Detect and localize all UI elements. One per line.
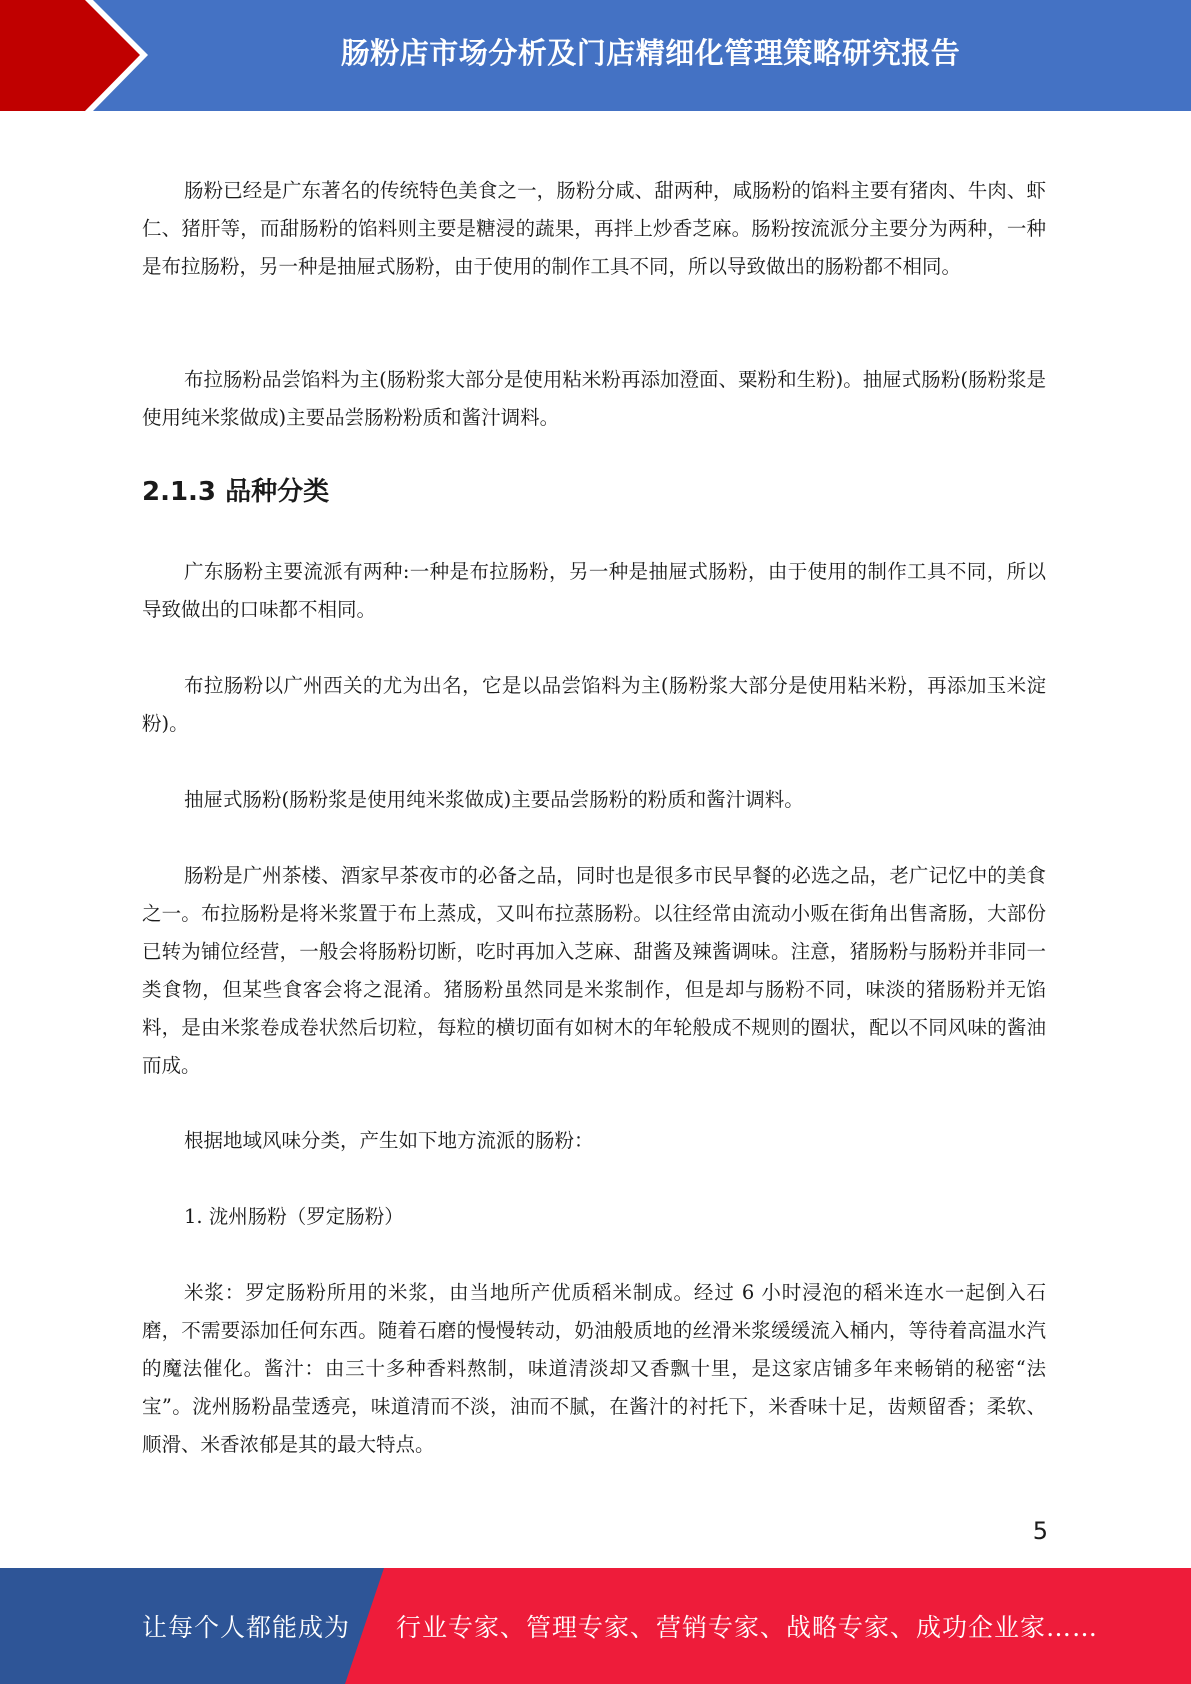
paragraph: 米浆：罗定肠粉所用的米浆，由当地所产优质稻米制成。经过 6 小时浸泡的稻米连水一起倒入石磨，不需要添加任何东西。随着石磨的慢慢转动，奶油般质地的丝滑米浆缓缓流入桶内，等待着高温水汽的魔法催化。酱汁：由三十多种香料熬制，味道清淡却又香飘十里，是这家店铺多年来畅销的秘密“法宝”。泷州肠粉晶莹透亮，味道清而不淡，油而不腻，在酱汁的衬托下，米香味十足，齿颊留香；柔软、顺滑、米香浓郁是其的最大特点。 bbox=[142, 1281, 1046, 1456]
paragraph: 肠粉已经是广东著名的传统特色美食之一，肠粉分咸、甜两种，咸肠粉的馅料主要有猪肉、牛肉、虾仁、猪肝等，而甜肠粉的馅料则主要是糖浸的蔬果，再拌上炒香芝麻。肠粉按流派分主要分为两种，一种是布拉肠粉，另一种是抽屉式肠粉，由于使用的制作工具不同，所以导致做出的肠粉都不相同。 bbox=[142, 179, 1046, 278]
page-number: 5 bbox=[1032, 1517, 1048, 1545]
header-arrow-decoration bbox=[0, 0, 150, 111]
paragraph: 布拉肠粉品尝馅料为主(肠粉浆大部分是使用粘米粉再添加澄面、粟粉和生粉)。抽屉式肠粉(肠粉浆是使用纯米浆做成)主要品尝肠粉粉质和酱汁调料。 bbox=[142, 368, 1046, 429]
paragraph: 广东肠粉主要流派有两种:一种是布拉肠粉，另一种是抽屉式肠粉，由于使用的制作工具不同，所以导致做出的口味都不相同。 bbox=[142, 560, 1046, 621]
list-item: 1. 泷州肠粉（罗定肠粉） bbox=[184, 1205, 404, 1228]
header-banner bbox=[0, 0, 1191, 111]
footer-slogan-left: 让每个人都能成为 bbox=[142, 1613, 351, 1642]
paragraph: 抽屉式肠粉(肠粉浆是使用纯米浆做成)主要品尝肠粉的粉质和酱汁调料。 bbox=[184, 788, 804, 811]
document-title: 肠粉店市场分析及门店精细化管理策略研究报告 bbox=[340, 35, 961, 70]
paragraph: 肠粉是广州茶楼、酒家早茶夜市的必备之品，同时也是很多市民早餐的必选之品，老广记忆中的美食之一。布拉肠粉是将米浆置于布上蒸成，又叫布拉蒸肠粉。以往经常由流动小贩在街角出售斋肠，大部份已转为铺位经营，一般会将肠粉切断，吃时再加入芝麻、甜酱及辣酱调味。注意，猪肠粉与肠粉并非同一类食物，但某些食客会将之混淆。猪肠粉虽然同是米浆制作，但是却与肠粉不同，味淡的猪肠粉并无馅料，是由米浆卷成卷状然后切粒，每粒的横切面有如树木的年轮般成不规则的圈状，配以不同风味的酱油而成。 bbox=[142, 864, 1046, 1077]
paragraph: 布拉肠粉以广州西关的尤为出名，它是以品尝馅料为主(肠粉浆大部分是使用粘米粉，再添加玉米淀粉)。 bbox=[142, 674, 1046, 735]
footer-banner bbox=[0, 1568, 1191, 1684]
section-heading: 2.1.3 品种分类 bbox=[142, 477, 330, 507]
footer-slogan-right: 行业专家、管理专家、营销专家、战略专家、成功企业家…… bbox=[396, 1613, 1099, 1642]
paragraph: 根据地域风味分类，产生如下地方流派的肠粉： bbox=[184, 1129, 594, 1152]
